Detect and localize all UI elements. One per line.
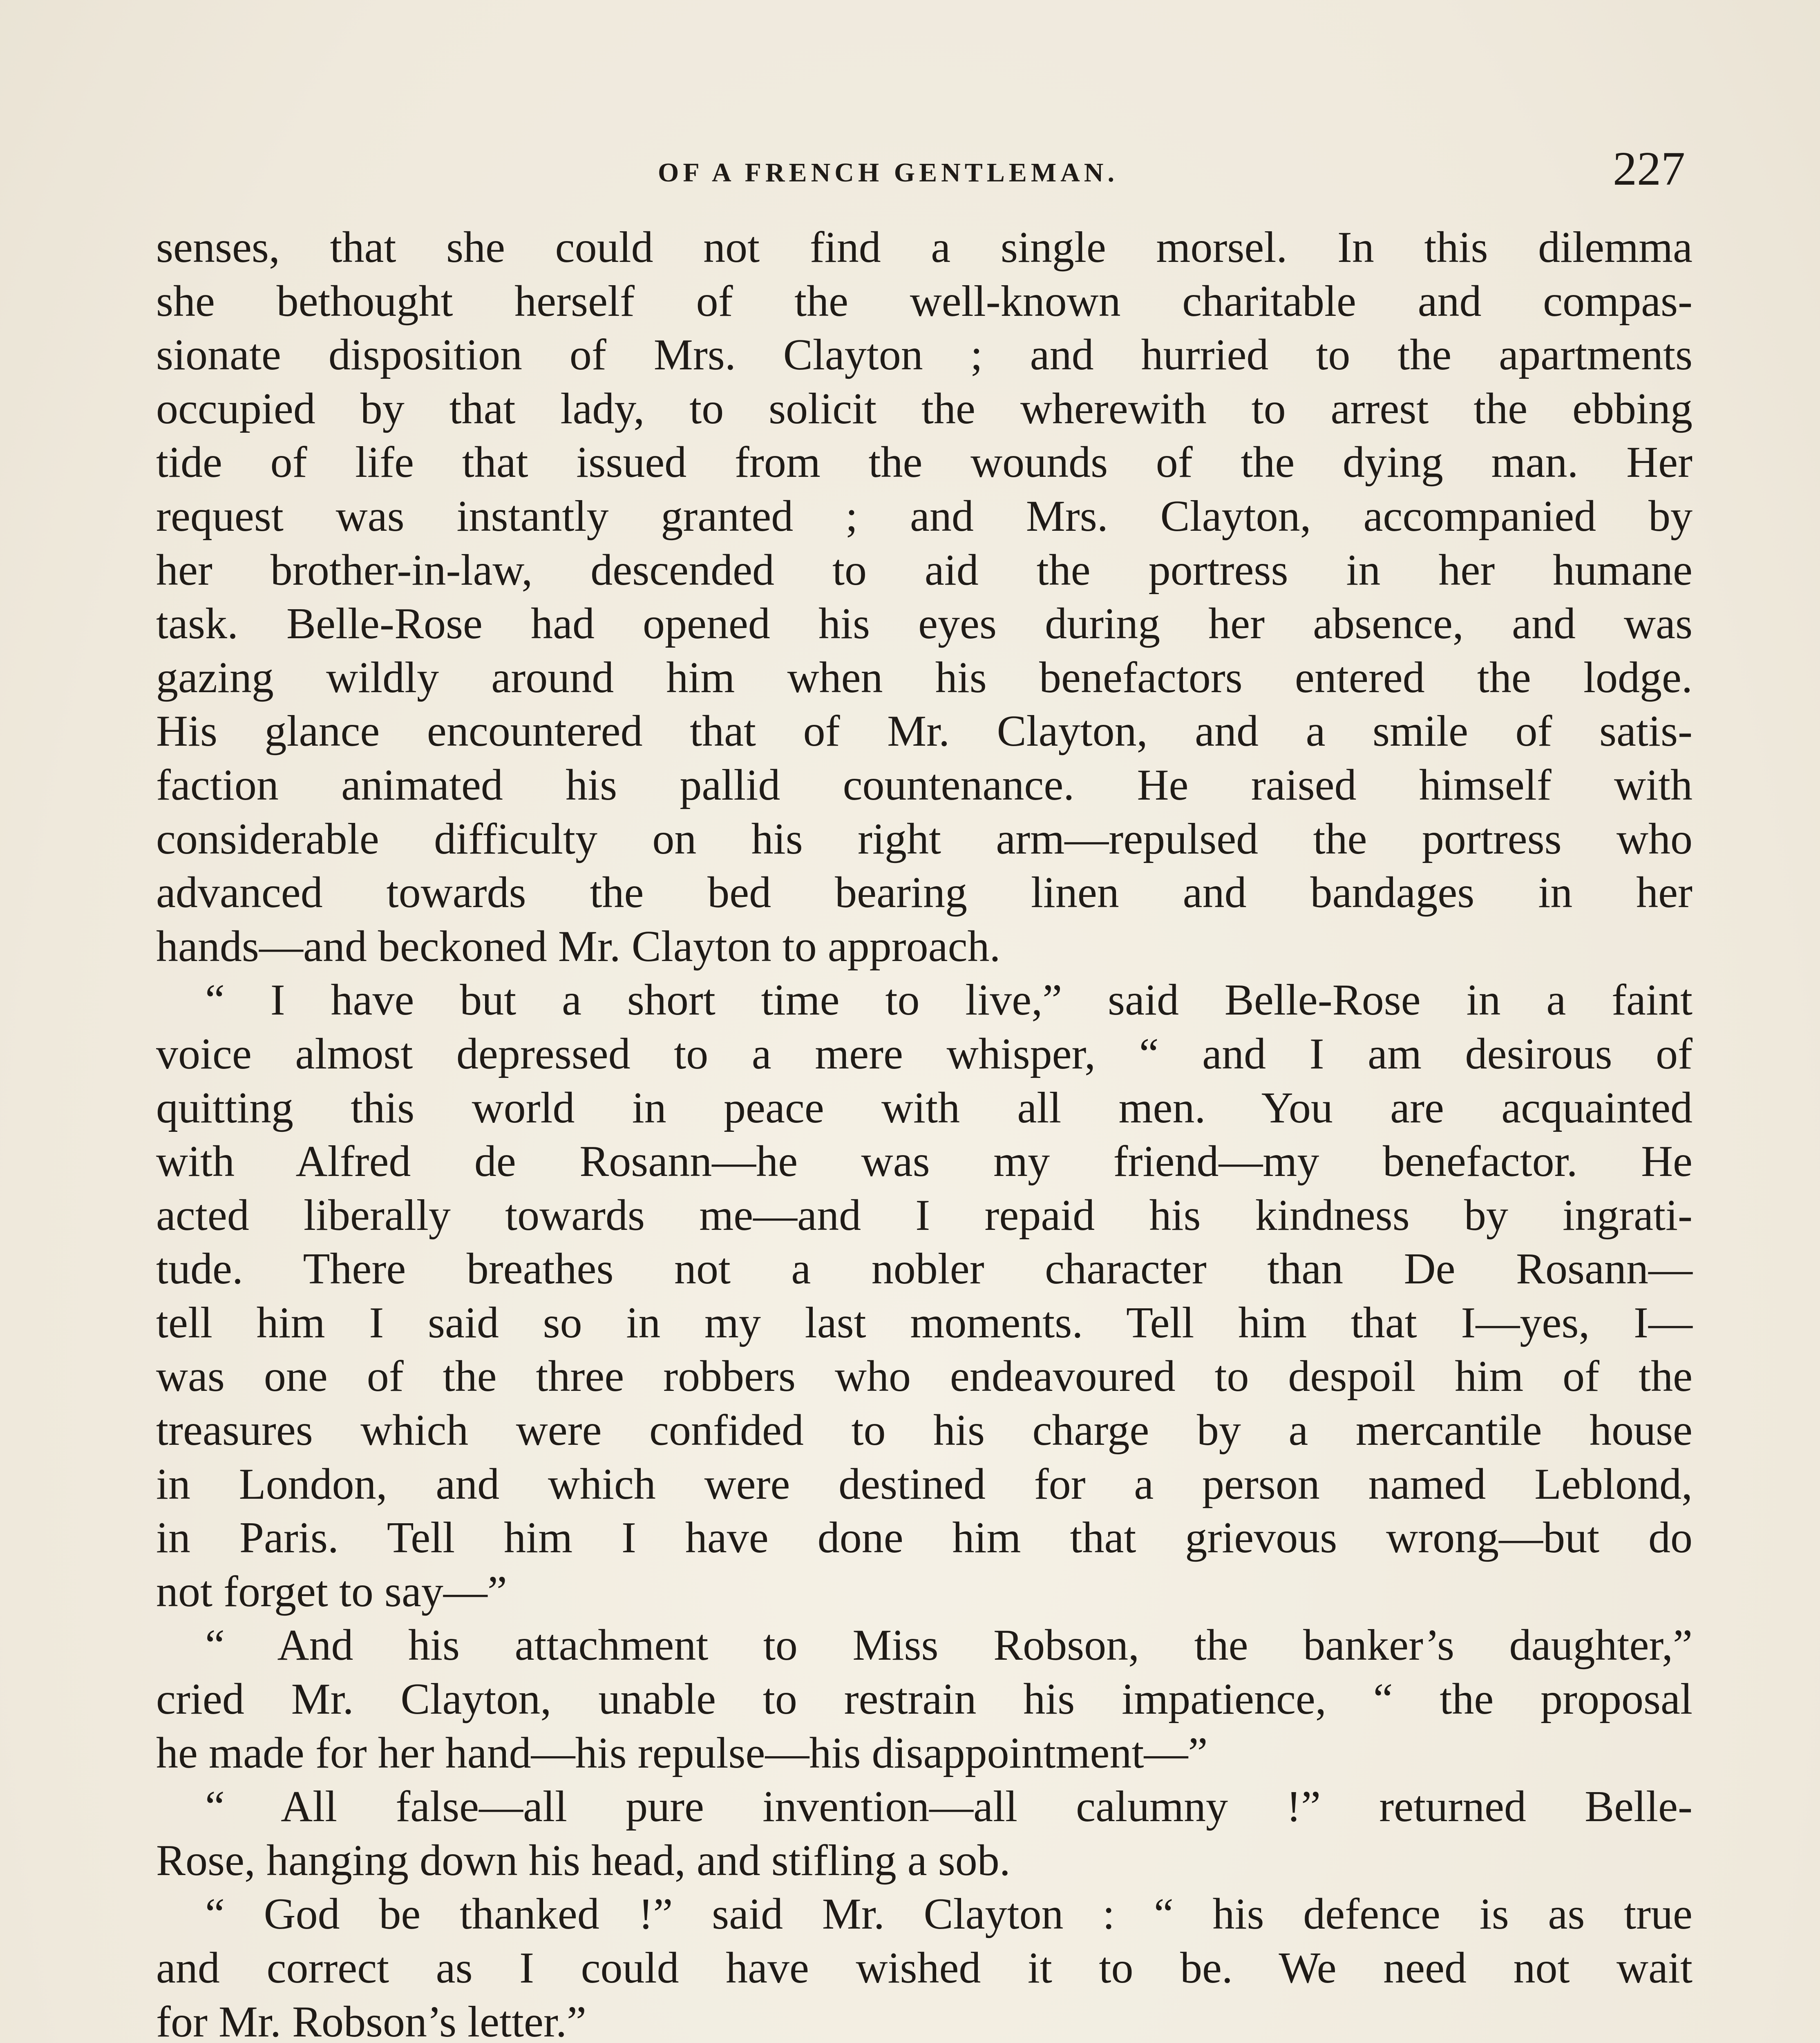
text-line: tell him I said so in my last moments. Tell him that I—yes, I—	[156, 1298, 1693, 1347]
text-line: hands—and beckoned Mr. Clayton to approach.	[156, 922, 1001, 971]
text-line: acted liberally towards me—and I repaid his kindness by ingrati-	[156, 1191, 1693, 1240]
text-line: “ All false—all pure invention—all calumny !” returned Belle-	[205, 1782, 1693, 1831]
text-line: advanced towards the bed bearing linen and bandages in her	[156, 868, 1693, 917]
text-line: faction animated his pallid countenance. He raised himself with	[156, 760, 1693, 809]
text-line: considerable difficulty on his right arm—repulsed the portress who	[156, 814, 1693, 863]
text-line: he made for her hand—his repulse—his disappointment—”	[156, 1728, 1208, 1777]
text-line: tude. There breathes not a nobler character than De Rosann—	[156, 1245, 1693, 1294]
text-line: with Alfred de Rosann—he was my friend—my benefactor. He	[156, 1137, 1693, 1186]
text-line: gazing wildly around him when his benefactors entered the lodge.	[156, 653, 1693, 702]
page-header	[159, 141, 1685, 194]
text-line: quitting this world in peace with all men. You are acquainted	[156, 1083, 1693, 1132]
text-line: “ And his attachment to Miss Robson, the banker’s daughter,”	[205, 1621, 1693, 1670]
page-number: 227	[1613, 142, 1685, 195]
text-line: treasures which were confided to his charge by a mercantile house	[156, 1406, 1693, 1455]
text-line: His glance encountered that of Mr. Clayton, and a smile of satis-	[156, 707, 1693, 756]
text-line: sionate disposition of Mrs. Clayton ; and hurried to the apartments	[156, 331, 1693, 380]
text-line: “ I have but a short time to live,” said Belle-Rose in a faint	[205, 976, 1693, 1025]
text-line: tide of life that issued from the wounds of the dying man. Her	[156, 438, 1693, 487]
text-line: request was instantly granted ; and Mrs. Clayton, accompanied by	[156, 492, 1693, 541]
text-line: was one of the three robbers who endeavoured to despoil him of the	[156, 1352, 1693, 1401]
text-line: task. Belle-Rose had opened his eyes during her absence, and was	[156, 599, 1693, 648]
text-line: cried Mr. Clayton, unable to restrain his impatience, “ the proposal	[156, 1675, 1693, 1724]
text-line: her brother-in-law, descended to aid the portress in her humane	[156, 545, 1693, 595]
text-line: senses, that she could not find a single morsel. In this dilemma	[156, 223, 1693, 272]
running-head: OF A FRENCH GENTLEMAN.	[658, 158, 1118, 188]
text-line: for Mr. Robson’s letter.”	[156, 1997, 586, 2043]
text-line: voice almost depressed to a mere whisper, “ and I am desirous of	[156, 1029, 1693, 1078]
text-line: and correct as I could have wished it to be. We need not wait	[156, 1944, 1693, 1992]
text-line: Rose, hanging down his head, and stifling a sob.	[156, 1836, 1011, 1885]
body-text	[156, 221, 1693, 2043]
text-line: occupied by that lady, to solicit the wherewith to arrest the ebbing	[156, 384, 1693, 433]
text-line: in Paris. Tell him I have done him that grievous wrong—but do	[156, 1513, 1693, 1562]
text-line: in London, and which were destined for a person named Leblond,	[156, 1460, 1693, 1509]
text-line: “ God be thanked !” said Mr. Clayton : “ his defence is as true	[205, 1890, 1693, 1939]
text-line: she bethought herself of the well-known charitable and compas-	[156, 277, 1693, 326]
text-line: not forget to say—”	[156, 1567, 507, 1616]
